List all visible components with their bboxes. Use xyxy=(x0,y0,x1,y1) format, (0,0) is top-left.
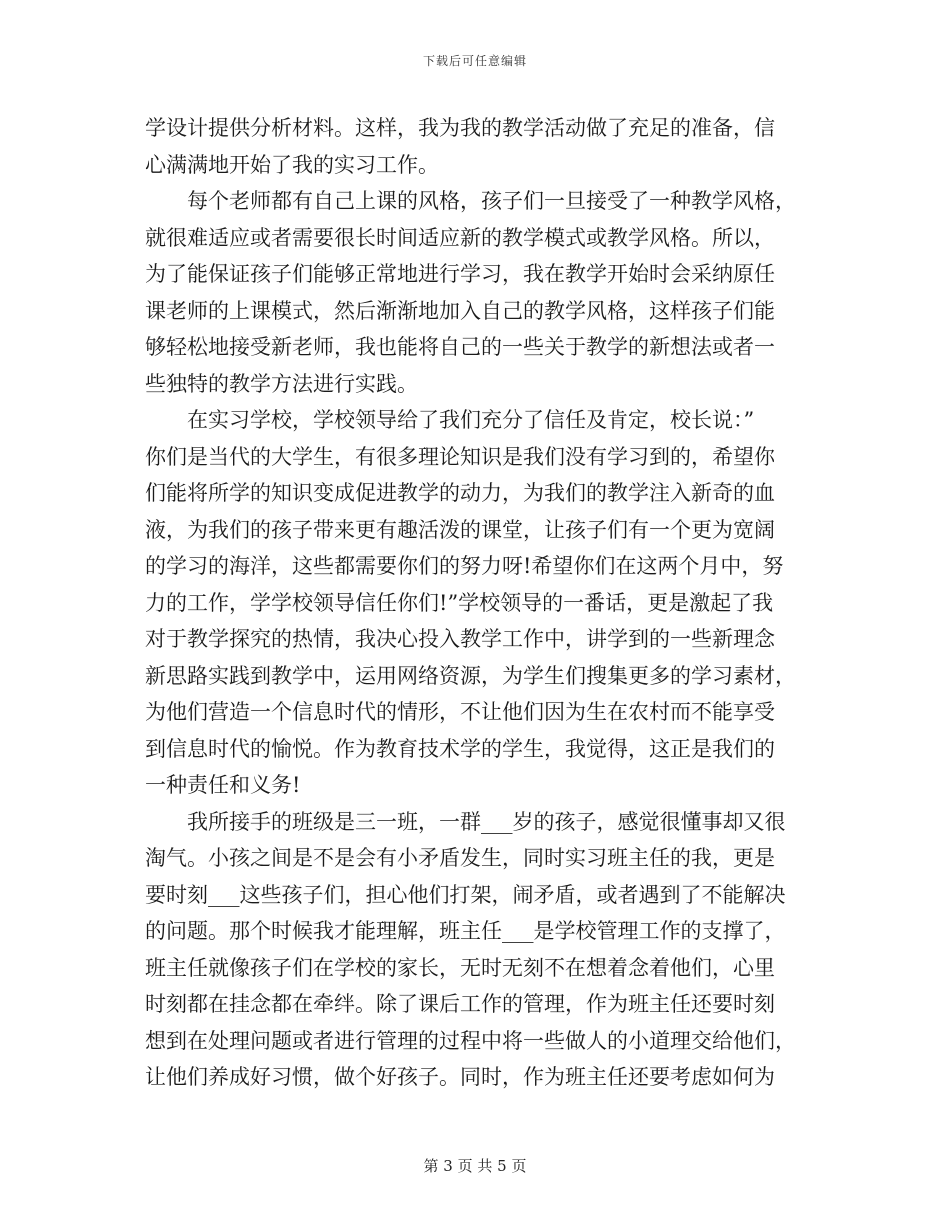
text-line: 淘气。小孩之间是不是会有小矛盾发生，同时实习班主任的我，更是 xyxy=(145,846,775,870)
text-line: 到信息时代的愉悦。作为教育技术学的学生，我觉得，这正是我们的 xyxy=(145,736,775,761)
text-line: 为他们营造一个信息时代的情形，不让他们因为生在农村而不能享受 xyxy=(145,700,775,724)
page-number-footer: 第 3 页 共 5 页 xyxy=(423,1157,527,1175)
text-line: 力的工作，学学校领导信任你们!”学校领导的一番话，更是激起了我 xyxy=(145,590,774,615)
text-line: 的问题。那个时候我才能理解，班主任___是学校管理工作的支撑了， xyxy=(145,919,786,943)
text-line: 新思路实践到教学中，运用网络资源，为学生们搜集更多的学习素材， xyxy=(145,663,796,688)
text-line: 每个老师都有自己上课的风格，孩子们一旦接受了一种教学风格， xyxy=(145,189,796,213)
text-line: 我所接手的班级是三一班，一群___岁的孩子，感觉很懂事却又很 xyxy=(145,809,786,834)
text-line: 班主任就像孩子们在学校的家长，无时无刻不在想着念着他们，心里 xyxy=(145,955,775,980)
text-line: 够轻松地接受新老师，我也能将自己的一些关于教学的新想法或者一 xyxy=(145,335,775,359)
document-body xyxy=(145,110,805,1096)
text-line: 对于教学探究的热情，我决心投入教学工作中，讲学到的一些新理念 xyxy=(145,627,775,651)
text-line: 一种责任和义务! xyxy=(145,773,301,797)
text-line: 时刻都在挂念都在牵绊。除了课后工作的管理，作为班主任还要时刻 xyxy=(145,992,775,1016)
text-line: 想到在处理问题或者进行管理的过程中将一些做人的小道理交给他们， xyxy=(145,1028,796,1053)
text-line: 为了能保证孩子们能够正常地进行学习，我在教学开始时会采纳原任 xyxy=(145,262,775,286)
text-line: 在实习学校，学校领导给了我们充分了信任及肯定，校长说：” xyxy=(145,408,755,432)
text-line: 你们是当代的大学生，有很多理论知识是我们没有学习到的，希望你 xyxy=(145,444,775,469)
text-line: 就很难适应或者需要很长时间适应新的教学模式或教学风格。所以， xyxy=(145,225,775,250)
page-header: 下载后可任意编辑 xyxy=(422,54,527,68)
text-line: 让他们养成好习惯，做个好孩子。同时，作为班主任还要考虑如何为 xyxy=(145,1065,775,1089)
text-line: 心满满地开始了我的实习工作。 xyxy=(145,152,439,177)
text-line: 些独特的教学方法进行实践。 xyxy=(145,371,418,396)
text-line: 的学习的海洋，这些都需要你们的努力呀!希望你们在这两个月中，努 xyxy=(145,554,784,578)
text-line: 们能将所学的知识变成促进教学的动力，为我们的教学注入新奇的血 xyxy=(145,481,775,505)
text-line: 液，为我们的孩子带来更有趣活泼的课堂，让孩子们有一个更为宽阔 xyxy=(145,517,775,542)
text-line: 学设计提供分析材料。这样，我为我的教学活动做了充足的准备，信 xyxy=(145,116,775,140)
text-line: 课老师的上课模式，然后渐渐地加入自己的教学风格，这样孩子们能 xyxy=(145,298,775,323)
text-line: 要时刻___这些孩子们，担心他们打架，闹矛盾，或者遇到了不能解决 xyxy=(145,882,786,907)
